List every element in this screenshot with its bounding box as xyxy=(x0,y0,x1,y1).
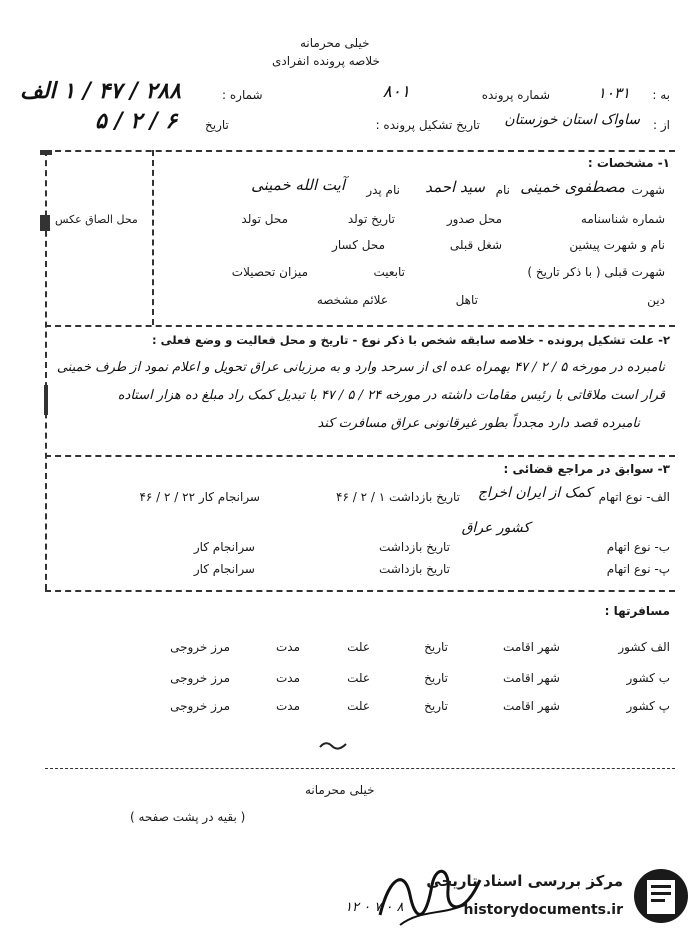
continued-note: ( بقیه در پشت صفحه ) xyxy=(130,810,246,824)
from-label: از : xyxy=(653,118,670,132)
travel-a-country: الف کشور xyxy=(618,640,670,654)
father-label: نام پدر xyxy=(366,183,400,197)
divider-section4 xyxy=(45,590,675,592)
travel-b-country: ب کشور xyxy=(626,671,670,685)
section3-heading: ۳- سوابق در مراجع قضائی : xyxy=(503,462,670,476)
marks-label: علائم مشخصه xyxy=(316,293,388,307)
travel-c-duration: مدت xyxy=(275,699,300,713)
bottom-number: ۱۲ ۰ ۷ ۰ ۸ xyxy=(345,900,404,915)
travel-c-date: تاریخ xyxy=(424,699,448,713)
travel-c-city: شهر اقامت xyxy=(503,699,560,713)
file-no-value: ۸۰۱ xyxy=(382,82,410,102)
travel-a-duration: مدت xyxy=(275,640,300,654)
archive-stamp xyxy=(426,862,695,932)
section1-heading: ۱- مشخصات : xyxy=(587,156,670,170)
reason-line-1: نامبرده در مورخه ۵ / ۲ / ۴۷ بهمراه عده ای از سرحد وارد و به مرزبانی عراق تحویل و اعلام نمود از طرف خمینی xyxy=(56,360,665,375)
number-value: ۲۸۸ / ۴۷ / ۱ الف xyxy=(20,78,181,104)
travel-b-border: مرز خروجی xyxy=(170,671,230,685)
travel-c-border: مرز خروجی xyxy=(170,699,230,713)
frame-top xyxy=(45,150,675,152)
file-no-label: شماره پرونده xyxy=(481,88,550,102)
surname-label: شهرت xyxy=(631,183,665,197)
travel-b-date: تاریخ xyxy=(424,671,448,685)
number-label: شماره : xyxy=(222,88,263,102)
photo-label: محل الصاق عکس xyxy=(55,213,138,226)
workplace-label: محل کسار xyxy=(332,238,385,252)
to-value: ۱۰۳۱ xyxy=(597,84,630,102)
section4-heading: مسافرتها : xyxy=(604,604,670,618)
travel-b-reason: علت xyxy=(347,671,370,685)
birth-date-label: تاریخ تولد xyxy=(347,212,395,226)
name-value: سید احمد xyxy=(425,178,485,196)
travel-c-reason: علت xyxy=(347,699,370,713)
travel-b-duration: مدت xyxy=(275,671,300,685)
charge-b-label: ب- نوع اتهام xyxy=(606,540,670,554)
squiggle-mark xyxy=(318,738,348,752)
id-number-label: شماره شناسنامه xyxy=(580,212,665,226)
photo-divider xyxy=(152,150,154,325)
margin-mark xyxy=(44,385,48,415)
charge-a-result: سرانجام کار ۲۲ / ۲ / ۴۶ xyxy=(139,490,260,504)
charge-a-arrest: تاریخ بازداشت ۱ / ۲ / ۴۶ xyxy=(336,490,460,504)
name-label: نام xyxy=(495,183,510,197)
stamp-url: historydocuments.ir xyxy=(463,902,623,918)
charge-c-label: پ- نوع اتهام xyxy=(606,562,670,576)
former-name-label: نام و شهرت پیشین xyxy=(569,238,665,252)
divider-section3 xyxy=(45,455,675,457)
photo-mark-top xyxy=(40,150,52,155)
religion-label: دین xyxy=(647,293,665,307)
classification-bottom: خیلی محرمانه xyxy=(305,783,375,797)
charge-b-result: سرانجام کار xyxy=(193,540,255,554)
photo-mark-left xyxy=(40,215,50,231)
divider-bottom xyxy=(45,768,675,769)
charge-a-value: کمک از ایران اخراج xyxy=(477,485,592,501)
charge-c-arrest: تاریخ بازداشت xyxy=(379,562,450,576)
travel-a-border: مرز خروجی xyxy=(170,640,230,654)
charge-a-label: الف- نوع اتهام xyxy=(598,490,670,504)
charge-c-result: سرانجام کار xyxy=(193,562,255,576)
charge-a-extra: کشور عراق xyxy=(461,520,530,536)
birth-place-label: محل تولد xyxy=(241,212,288,226)
form-title: خلاصه پرونده انفرادی xyxy=(272,54,380,68)
section2-heading: ۲- علت تشکیل پرونده - خلاصه سابقه شخص با ذکر نوع - تاریخ و محل فعالیت و وضع فعلی : xyxy=(152,333,670,347)
from-value: ساواک استان خوزستان xyxy=(504,112,640,128)
surname-value: مصطفوی خمینی xyxy=(520,178,625,196)
date-label: تاریخ xyxy=(205,118,229,132)
stamp-text: مرکز بررسی اسناد تاریخی xyxy=(426,872,623,890)
travel-c-country: پ کشور xyxy=(626,699,670,713)
archive-logo-icon xyxy=(631,866,691,926)
to-label: به : xyxy=(652,88,670,102)
charge-b-arrest: تاریخ بازداشت xyxy=(379,540,450,554)
reason-line-2: قرار است ملاقاتی با رئیس مقامات داشته در مورخه ۲۴ / ۵ / ۴۷ با تبدیل کمک راد مبلغ ده هزار استاده xyxy=(117,388,665,403)
marital-label: تاهل xyxy=(455,293,478,307)
travel-a-date: تاریخ xyxy=(424,640,448,654)
travel-a-city: شهر اقامت xyxy=(503,640,560,654)
former-job-label: شغل قبلی xyxy=(449,238,502,252)
date-value: ۶ / ۲ / ۵ xyxy=(95,108,178,134)
creation-date-label: تاریخ تشکیل پرونده : xyxy=(375,118,480,132)
reason-line-3: نامبرده قصد دارد مجدداً بطور غیرقانونی عراق مسافرت کند xyxy=(317,416,640,431)
divider-section2 xyxy=(45,325,675,327)
nationality-label: تابعیت xyxy=(373,265,405,279)
issue-place-label: محل صدور xyxy=(446,212,502,226)
classification-top: خیلی محرمانه xyxy=(300,36,370,50)
travel-a-reason: علت xyxy=(347,640,370,654)
education-label: میزان تحصیلات xyxy=(231,265,308,279)
travel-b-city: شهر اقامت xyxy=(503,671,560,685)
former-surname-label: شهرت قبلی ( با ذکر تاریخ ) xyxy=(527,265,665,279)
father-value: آیت الله خمینی xyxy=(251,176,345,194)
